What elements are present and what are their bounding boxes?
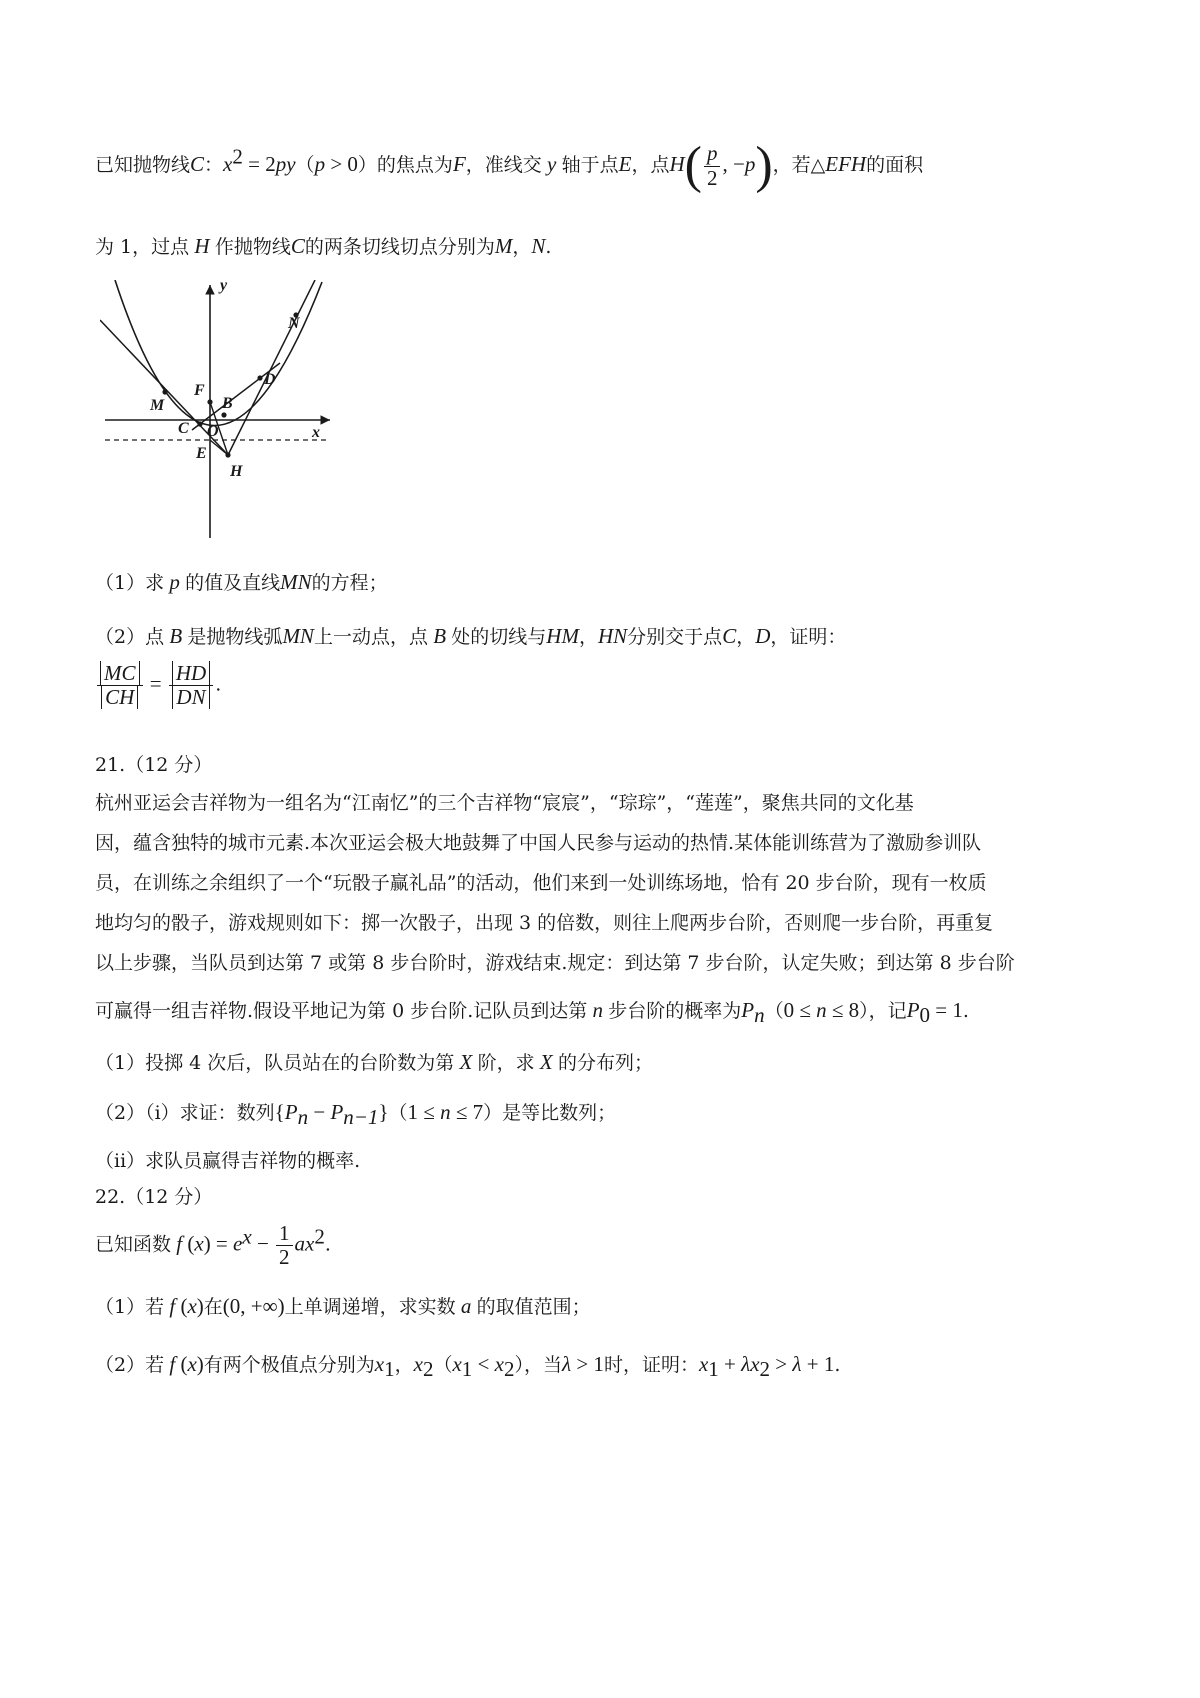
text: （1）投掷 4 次后，队员站在的台阶数为第 [95, 1052, 455, 1074]
text: 的焦点为 [376, 154, 453, 176]
parabola [115, 280, 322, 426]
text: （1）求 [95, 572, 165, 594]
p20-stmt-line2: 为 1，过点 H 作抛物线C的两条切线切点分别为M，N. [95, 234, 552, 258]
text: . [962, 1000, 969, 1022]
p20-stmt-line1: 已知抛物线C：$x^2 = 2py(p > 0)$的焦点为F，准线交 y 轴于点E，点H( $\frac{p}{2}$ , −p)，若△EFH的面积 [95, 137, 924, 194]
p22-q1: （1）若 f (x)在(0, +∞)上单调递增，求实数 a 的取值范围； [95, 1294, 591, 1318]
text: ），当 [514, 1354, 562, 1376]
text: 分别交于点 [627, 626, 723, 648]
text: ），记 [859, 1000, 907, 1022]
point-B [221, 412, 226, 417]
p22-stmt: 已知函数 f $(x) = e^x$ − $\frac{1}{2}$ $ax^2$. [95, 1221, 331, 1270]
text: 的面积 [866, 154, 924, 176]
label-M: M [150, 397, 165, 414]
text: 的分布列； [557, 1052, 653, 1074]
text: ， [512, 236, 532, 258]
p21-para-line1: 杭州亚运会吉祥物为一组名为“江南忆”的三个吉祥物“宸宸”，“琮琮”，“莲莲”，聚焦共同的文化基 [95, 792, 914, 814]
text: . [834, 1354, 841, 1376]
parabola-tangent-figure [100, 280, 340, 540]
p21-para-line3: 员，在训练之余组织了一个“玩骰子赢礼品”的活动，他们来到一处训练场地，恰有 20 步台阶，现有一枚质 [95, 872, 987, 894]
label-C: C [178, 420, 189, 437]
point-D [257, 375, 262, 380]
text: 的值及直线 [185, 572, 281, 594]
text: 轴于点 [561, 154, 619, 176]
text: 已知抛物线 [95, 154, 191, 176]
text: 的取值范围； [476, 1296, 591, 1318]
text: 在 [203, 1296, 223, 1318]
text: （ [388, 1102, 408, 1124]
label-O: O [207, 423, 219, 440]
text: . [324, 1233, 331, 1256]
point-F [207, 399, 212, 404]
p21-q2-ii: （ⅱ）求队员赢得吉祥物的概率. [95, 1150, 361, 1172]
text: ， [394, 1354, 414, 1376]
text: 上单调递增，求实数 [284, 1296, 456, 1318]
p21-q2-i: （2）（ⅰ）求证：数列$\{P_n - P_{n-1}\}(1 \le n \le 7)$是等比数列； [95, 1100, 617, 1129]
text: 时，证明： [603, 1354, 699, 1376]
label-H: H [230, 463, 243, 480]
p20-ratio-equation: $\frac{MC}{CH}$ = $\frac{HD}{DN}$ . [95, 662, 221, 709]
text: 为 1，过点 [95, 236, 190, 258]
text: 已知函数 [95, 1233, 172, 1256]
text: . [215, 673, 222, 696]
p21-para-line4: 地均匀的骰子，游戏规则如下：掷一次骰子，出现 3 的倍数，则往上爬两步台阶，否则爬一步台阶，再重复 [95, 912, 994, 934]
text: 上一动点，点 [313, 626, 428, 648]
text: （2）点 [95, 626, 165, 648]
text: ， [736, 626, 756, 648]
p20-q1: （1）求 p 的值及直线MN的方程； [95, 570, 388, 594]
text: . [545, 236, 552, 258]
p22-header: 22.（12 分） [95, 1186, 213, 1208]
text: （1）若 [95, 1296, 165, 1318]
p21-para-line6: 可赢得一组吉祥物.假设平地记为第 0 步台阶.记队员到达第 n 步台阶的概率为$P_n(0 \le n \le 8)$，记$P_0 = 1$. [95, 998, 969, 1027]
text: （2）若 [95, 1354, 165, 1376]
label-N: N [288, 315, 300, 332]
p20-q2: （2）点 B 是抛物线弧MN上一动点，点 B 处的切线与HM，HN分别交于点C，D，证明： [95, 624, 847, 648]
text: 的方程； [311, 572, 388, 594]
text: 作抛物线 [214, 236, 291, 258]
text: ，点 [631, 154, 670, 176]
label-D: D [264, 371, 276, 388]
label-B: B [222, 395, 233, 412]
text: （ [433, 1354, 453, 1376]
p21-header: 21.（12 分） [95, 754, 213, 776]
text: 是抛物线弧 [187, 626, 283, 648]
text: ， [578, 626, 598, 648]
text: ，证明： [770, 626, 847, 648]
fraction-p-over-2: $\frac{p}{2}$ [704, 142, 721, 189]
label-y: y [220, 280, 228, 294]
p21-para-line5: 以上步骤，当队员到达第 7 或第 8 步台阶时，游戏结束.规定：到达第 7 步台阶，认定失败；到达第 8 步台阶 [95, 952, 1015, 974]
p21-q1: （1）投掷 4 次后，队员站在的台阶数为第 X 阶，求 X 的分布列； [95, 1050, 653, 1074]
text: 有两个极值点分别为 [203, 1354, 375, 1376]
fraction-one-half: $\frac{1}{2}$ [276, 1222, 293, 1269]
p22-q2: （2）若 f (x)有两个极值点分别为$x_1$，$x_2(x_1 < x_2)$，当λ > 1时，证明：$x_1 + \lambda x_2 > \lambda + 1$. [95, 1352, 841, 1381]
point-M [162, 389, 167, 394]
text: （2）（ⅰ）求证：数列 [95, 1102, 275, 1124]
point-H [225, 452, 230, 457]
text: ）是等比数列； [483, 1102, 617, 1124]
point-C [197, 421, 202, 426]
text: 处的切线与 [451, 626, 547, 648]
text: 的两条切线切点分别为 [304, 236, 495, 258]
text: 可赢得一组吉祥物.假设平地记为第 0 步台阶.记队员到达第 [95, 1000, 588, 1022]
tangent-HN [228, 280, 315, 455]
text: ： [204, 154, 224, 176]
label-x: x [312, 424, 320, 441]
text: 步台阶的概率为 [608, 1000, 742, 1022]
label-E: E [196, 445, 207, 462]
p21-para-line2: 因，蕴含独特的城市元素.本次亚运会极大地鼓舞了中国人民参与运动的热情.某体能训练营为了激励参训队 [95, 832, 982, 854]
text: ，准线交 [465, 154, 542, 176]
text: ，若△ [772, 154, 826, 176]
text: （ [764, 1000, 784, 1022]
label-F: F [194, 382, 205, 399]
text: 阶，求 [477, 1052, 535, 1074]
